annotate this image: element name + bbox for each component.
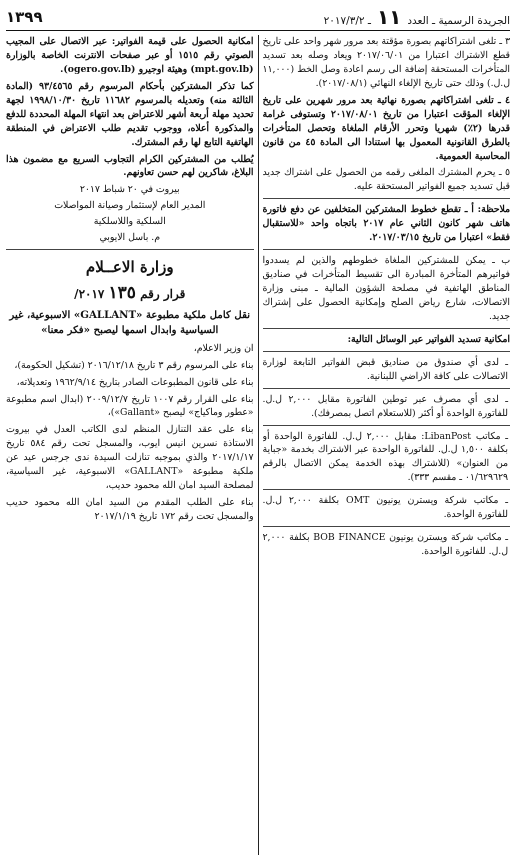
decree-prefix: قرار رقم [140,286,186,301]
payment-option: ـ مكاتب LibanPost: مقابل ٢,٠٠٠ ل.ل. للفاتورة الواحدة أو بكلفة ١,٥٠٠ ل.ل. للفاتورة الواحدة عبر الاشتراك بخدمة «جباية من العنوان» (للاشتراك بهذه الخدمة يمكن الاتصال بالرقم ٠١/٦٢٩٦٢٩ ـ مقسم ٣٣٣). [262,430,508,484]
clause-4: ٤ ـ تلغى اشتراكاتهم بصورة نهائية بعد مرور شهرين على تاريخ الإلغاء المؤقت اعتبارا من تاريخ ٢٠١٧/٠٨/٠١ وتستوفى غرامة قدرها (٢٪) شهريا وتحرر الأرقام الملغاة وتحصل المتأخرات بالطرق القانونية المعمول بها استنادا الى المادة ٤٥ من قانون المحاسبة العمومية. [262,94,510,162]
clause-3: ٣ ـ تلغى اشتراكاتهم بصورة مؤقتة بعد مرور شهر واحد على تاريخ قطع الاشتراك اعتبارا من ٢٠١٧/٠٦/٠١ ويعاد وصله بعد تسديد المتأخرات المستحقة إضافة الى رسم اعادة وصل الخط (١١,٠٠٠ ل.ل.) وذلك حتى تاريخ الإلغاء النهائي (٢٠١٧/٠٨/١). [262,36,510,89]
decree-recital: بناء على قانون المطبوعات الصادر بتاريخ ١٩٦٢/٩/١٤ وتعديلاته، [16,376,254,388]
page-number: ١٣٩٩ [6,7,43,26]
running-title-text: الجريدة الرسمية ـ العدد [407,15,510,27]
divider [263,328,511,329]
divider [263,388,511,389]
decree-number: ١٣٥ [108,282,136,303]
page-header [6,4,510,31]
payment-option: ـ مكاتب شركة ويسترن يونيون BOB FINANCE بكلفة ٢,٠٠٠ ل.ل. للفاتورة الواحدة. [262,532,509,558]
signature-place-date: بيروت في ٢٠ شباط ٢٠١٧ [79,184,180,196]
running-title [324,2,510,32]
divider [263,526,511,527]
issue-number: ١١ [376,5,402,29]
columns [6,35,510,855]
divider [263,351,511,352]
signature-title-line1: المدير العام لإستثمار وصيانة المواصلات [54,200,206,212]
divider [263,489,511,490]
payment-heading: امكانية تسديد الفواتير عبر الوسائل التالية: [347,333,510,345]
payment-option: ـ مكاتب شركة ويسترن يونيون OMT بكلفة ٢,٠٠٠ ل.ل. للفاتورة الواحدة. [262,495,508,521]
signature-name: م. باسل الايوبي [99,232,160,244]
decree-title: نقل كامل ملكية مطبوعة «GALLANT» الاسبوعية، غير السياسية وابدال اسمها ليصبح «فكر معنا» [9,309,251,336]
decree-number-line [6,281,254,307]
signature-title-line2: السلكية واللاسلكية [93,216,166,228]
decree-recital: بناء على القرار رقم ١٠٠٧ تاريخ ٢٠٠٩/١٢/٧ (ابدال اسم مطبوعة «عطور وماكياج» ليصبح «Gallant»)، [6,393,254,419]
request-paragraph: يُطلب من المشتركين الكرام التجاوب السريع مع مضمون هذا البلاغ، شاكرين لهم حسن تعاونهم. [6,153,254,179]
decree-preamble: ان وزير الاعلام، [193,342,254,354]
note-b: ب ـ يمكن للمشتركين الملغاة خطوطهم والذين لم يسددوا فواتيرهم المتأخرة المبادرة الى تقسيط المتأخرات في صناديق المناطق الهاتفية في مصلحة الشؤون المالية ـ مبنى وزارة الاتصالات، شارع رياض الصلح وإمكانية الحصول على إشتراك جديد. [262,255,510,322]
decree-year: ٢٠١٧/ [74,286,105,301]
decree-recital: بناء على المرسوم رقم ٣ تاريخ ٢٠١٦/١٢/١٨ (تشكيل الحكومة)، [14,359,254,371]
column-rule [258,35,259,855]
decree-recital: بناء على الطلب المقدم من السيد امان الله محمود حديب والمسجل تحت رقم ١٧٢ تاريخ ٢٠١٧/١/١٩ [6,497,254,522]
bill-info-paragraph: امكانية الحصول على قيمة الفواتير: عبر الاتصال على المجيب الصوتي رقم ١٥١٥ أو عبر صفحات الانترنت الخاصة بالوزارة (mpt.gov.lb) وهيئة اوجيرو (ogero.gov.lb). [6,36,254,75]
decree-recital: بناء على عقد التنازل المنظم لدى الكاتب العدل في بيروت الاستاذة نسرين انيس ايوب، والمسجل تحت رقم ٥٨٤ تاريخ ٢٠١٧/١/١٧ والذي بموجبه تنازلت السيدة ندى جرجس عيد عن ملكية مطبوعة «GALLANT» الاسبوعية، غير السياسية، لمصلحة السيد امان الله محمود حديب، [6,424,254,492]
note-a: ملاحظة: أ ـ تقطع خطوط المشتركين المتخلفين عن دفع فاتورة هاتف شهر كانون الثاني عام ٢٠١٧ باتجاه واحد «للاستقبال فقط» اعتبارا من تاريخ ٢٠١٧/٠٣/١٥. [262,204,510,244]
ministry-heading: وزارة الاعــلام [85,258,174,277]
clause-5: ٥ ـ يحرم المشترك الملغى رقمه من الحصول على اشتراك جديد قبل تسديد جميع الفواتير المستحقة عليه. [262,167,510,193]
payment-option: ـ لدى أي مصرف عبر توطين الفاتورة مقابل ٢,٠٠٠ ل.ل. للفاتورة الواحدة أو أكثر (للاستعلام اتصل بمصرفك). [262,393,508,419]
right-column [263,35,511,855]
divider [263,198,511,199]
divider [263,425,511,426]
payment-option: ـ لدى أي صندوق من صناديق قبض الفواتير التابعة لوزارة الاتصالات على كافة الاراضي اللبنانية. [262,356,508,382]
divider [6,249,254,250]
left-column [6,35,254,855]
reminder-paragraph: كما تذكر المشتركين بأحكام المرسوم رقم ٩٣/٤٥٦٥ (المادة الثالثة منه) وتعديله بالمرسوم ١١٦٨٢ تاريخ ١٩٩٨/١٠/٣٠ لجهة تحديد مهلة أربعة أشهر للاعتراض بعد انتهاء المهلة المحددة للدفع والمذكورة أعلاه، ووجوب تقديم طلب الاعتراض في المنطقة الهاتفية التابع لها رقم المشترك. [6,80,254,148]
divider [263,249,511,250]
issue-date: ـ ٢٠١٧/٣/٢ [323,15,371,27]
